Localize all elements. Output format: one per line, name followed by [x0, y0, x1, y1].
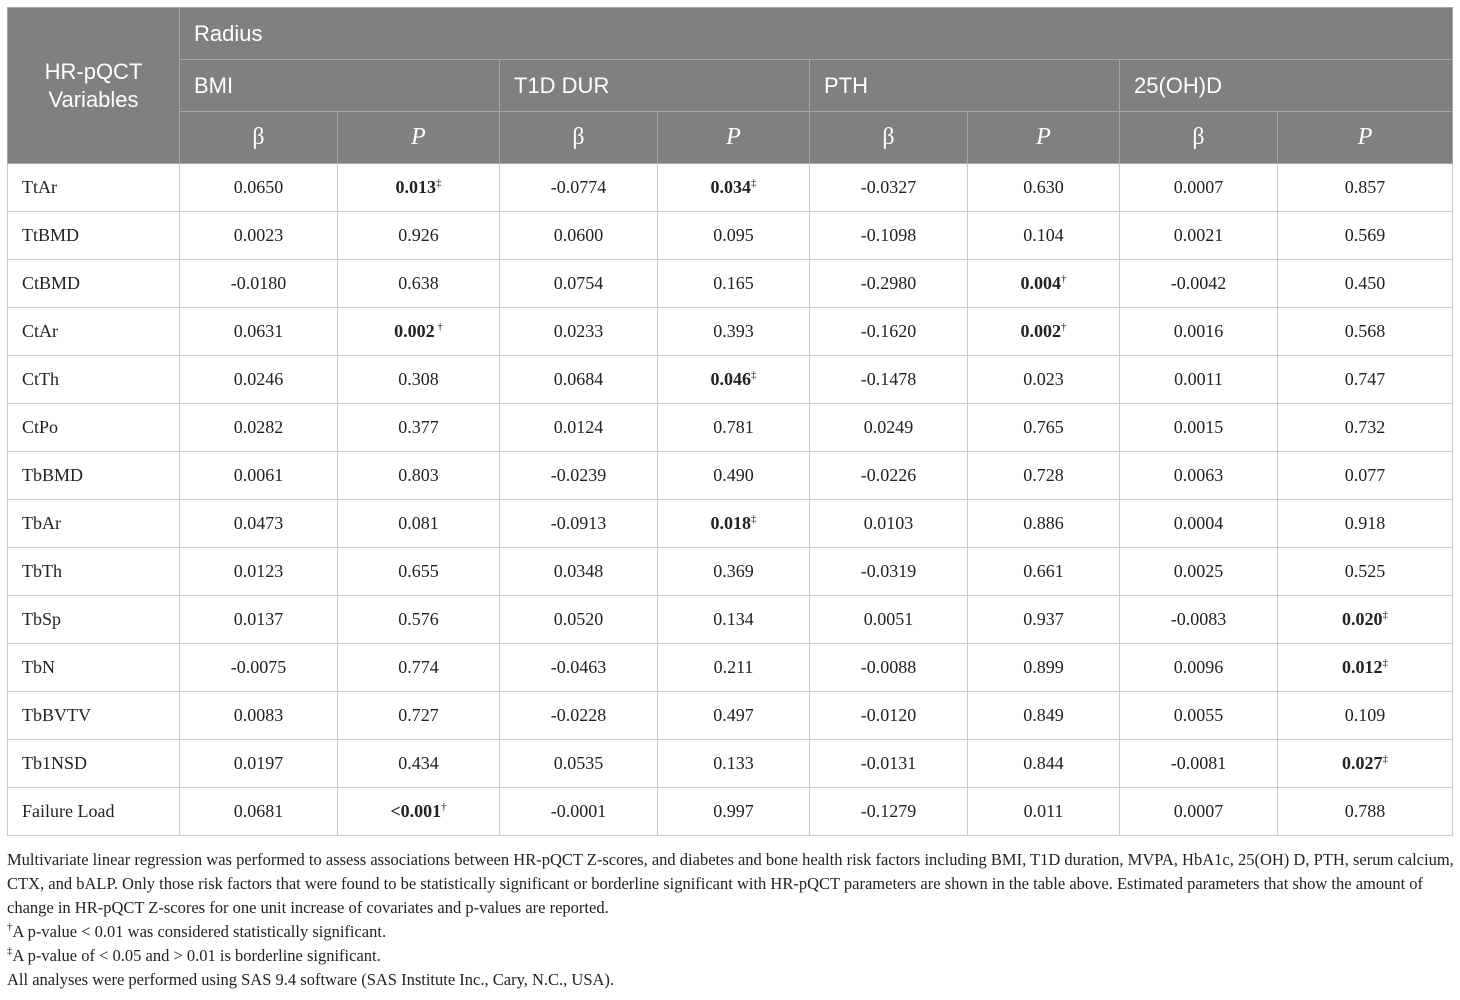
beta-cell: [810, 788, 968, 836]
cell-value: -0.0120: [860, 705, 917, 725]
cell-value: 0.747: [1344, 369, 1386, 389]
beta-cell: [500, 308, 658, 356]
p-value-cell: [968, 260, 1120, 308]
p-value-cell: [968, 404, 1120, 452]
footnote-borderline: ‡A p-value of < 0.05 and > 0.01 is borderline significant.: [7, 945, 381, 965]
beta-cell: [500, 548, 658, 596]
beta-cell: [180, 500, 338, 548]
cell-value: 0.0631: [233, 321, 284, 341]
row-label: CtAr: [8, 308, 180, 356]
p-header: P: [1278, 112, 1453, 164]
cell-value: -0.1478: [860, 369, 917, 389]
p-value-cell: [338, 500, 500, 548]
footnote-software: All analyses were performed using SAS 9.4 software (SAS Institute Inc., Cary, N.C., USA).: [7, 970, 615, 989]
p-header: P: [658, 112, 810, 164]
cell-value: 0.525: [1344, 561, 1386, 581]
table-row: [8, 404, 1453, 452]
table-row: [8, 788, 1453, 836]
cell-value: 0.490: [713, 465, 754, 485]
p-value-cell: [968, 692, 1120, 740]
cell-value: 0.857: [1344, 177, 1386, 197]
table-row: [8, 740, 1453, 788]
beta-cell: [1120, 404, 1278, 452]
cell-value: 0.0520: [553, 609, 604, 629]
beta-cell: [500, 500, 658, 548]
beta-cell: [1120, 212, 1278, 260]
p-value-cell: [338, 260, 500, 308]
cell-value: 0.765: [1023, 417, 1064, 437]
p-value-cell: [338, 356, 500, 404]
p-value-cell: [338, 740, 500, 788]
p-value-cell: [1278, 260, 1453, 308]
p-value-cell: [658, 596, 810, 644]
beta-cell: [180, 452, 338, 500]
group-header-t1d-dur: T1D DUR: [500, 60, 810, 112]
beta-cell: [500, 404, 658, 452]
beta-header: β: [500, 112, 658, 164]
cell-value: 0.0083: [233, 705, 284, 725]
p-value-cell: [968, 596, 1120, 644]
cell-value: 0.081: [398, 513, 439, 533]
cell-value: 0.077: [1344, 465, 1386, 485]
p-value-cell: [338, 644, 500, 692]
beta-cell: [180, 212, 338, 260]
p-value-cell: [968, 164, 1120, 212]
beta-cell: [1120, 356, 1278, 404]
table-row: [8, 692, 1453, 740]
cell-value: 0.0061: [233, 465, 284, 485]
cell-value: -0.0774: [550, 177, 607, 197]
cell-value: 0.0025: [1173, 561, 1224, 581]
p-value-cell: [968, 356, 1120, 404]
cell-value: 0.0684: [553, 369, 604, 389]
beta-cell: [1120, 452, 1278, 500]
cell-value: 0.011: [1023, 801, 1064, 821]
beta-cell: [500, 212, 658, 260]
p-value-cell: [1278, 356, 1453, 404]
variables-header-line1: HR-pQCT: [44, 58, 143, 84]
cell-value: 0.576: [398, 609, 439, 629]
cell-value: 0.0063: [1173, 465, 1224, 485]
beta-cell: [810, 548, 968, 596]
significant-value: 0.013: [395, 177, 436, 197]
significance-marker: ‡: [751, 513, 757, 525]
cell-value: 0.788: [1344, 801, 1386, 821]
cell-value: -0.0463: [550, 657, 607, 677]
cell-value: 0.899: [1023, 657, 1064, 677]
cell-value: 0.497: [713, 705, 754, 725]
cell-value: 0.774: [398, 657, 439, 677]
p-value-cell: [338, 308, 500, 356]
cell-value: -0.1098: [860, 225, 917, 245]
variables-header: [8, 8, 180, 164]
cell-value: 0.0021: [1173, 225, 1224, 245]
p-value-cell: [338, 692, 500, 740]
cell-value: -0.0083: [1170, 609, 1227, 629]
cell-value: -0.0327: [860, 177, 917, 197]
cell-value: 0.0103: [863, 513, 914, 533]
significant-value: 0.002: [394, 321, 435, 341]
cell-value: -0.0088: [860, 657, 917, 677]
p-value-cell: [1278, 548, 1453, 596]
beta-cell: [180, 356, 338, 404]
significant-value: 0.034: [710, 177, 751, 197]
site-header: Radius: [180, 8, 1453, 60]
cell-value: -0.0075: [230, 657, 287, 677]
cell-value: 0.728: [1023, 465, 1064, 485]
table-row: [8, 164, 1453, 212]
p-value-cell: [658, 692, 810, 740]
cell-value: -0.0001: [550, 801, 607, 821]
p-value-cell: [338, 788, 500, 836]
cell-value: 0.727: [398, 705, 439, 725]
cell-value: 0.211: [713, 657, 754, 677]
table-row: [8, 500, 1453, 548]
cell-value: 0.0681: [233, 801, 284, 821]
cell-value: 0.0007: [1173, 177, 1224, 197]
cell-value: 0.844: [1023, 753, 1064, 773]
table-row: [8, 452, 1453, 500]
row-label: TbN: [8, 644, 180, 692]
cell-value: 0.0137: [233, 609, 284, 629]
beta-cell: [1120, 596, 1278, 644]
p-value-cell: [1278, 500, 1453, 548]
footnote-significant: †A p-value < 0.01 was considered statistically significant.: [7, 921, 387, 941]
cell-value: -0.0131: [860, 753, 917, 773]
beta-cell: [810, 692, 968, 740]
table-header: [8, 8, 1453, 164]
beta-cell: [810, 260, 968, 308]
cell-value: -0.0180: [230, 273, 287, 293]
row-label: CtBMD: [8, 260, 180, 308]
p-value-cell: [1278, 452, 1453, 500]
table-row: [8, 548, 1453, 596]
cell-value: 0.0011: [1174, 369, 1223, 389]
p-value-cell: [658, 788, 810, 836]
beta-cell: [1120, 308, 1278, 356]
row-label: TbTh: [8, 548, 180, 596]
cell-value: 0.369: [713, 561, 754, 581]
p-value-cell: [658, 260, 810, 308]
regression-table: [7, 7, 1453, 836]
group-header-25ohd: 25(OH)D: [1120, 60, 1453, 112]
cell-value: 0.0015: [1173, 417, 1224, 437]
cell-value: 0.393: [713, 321, 754, 341]
p-value-cell: [338, 212, 500, 260]
p-value-cell: [968, 500, 1120, 548]
cell-value: 0.0246: [233, 369, 284, 389]
cell-value: 0.0600: [553, 225, 604, 245]
p-value-cell: [968, 548, 1120, 596]
beta-cell: [500, 644, 658, 692]
cell-value: -0.0228: [550, 705, 607, 725]
cell-value: 0.937: [1023, 609, 1064, 629]
variables-header-line2: Variables: [48, 86, 139, 112]
results-table-container: [7, 7, 1452, 836]
significant-value: 0.020: [1342, 609, 1383, 629]
significance-marker: ‡: [436, 177, 442, 189]
p-value-cell: [1278, 740, 1453, 788]
beta-cell: [180, 692, 338, 740]
p-value-cell: [658, 452, 810, 500]
p-value-cell: [1278, 212, 1453, 260]
beta-cell: [1120, 164, 1278, 212]
p-value-cell: [968, 740, 1120, 788]
table-row: [8, 260, 1453, 308]
cell-value: 0.0754: [553, 273, 604, 293]
cell-value: 0.849: [1023, 705, 1064, 725]
beta-cell: [810, 404, 968, 452]
cell-value: 0.023: [1023, 369, 1064, 389]
cell-value: 0.781: [713, 417, 754, 437]
beta-cell: [500, 260, 658, 308]
cell-value: 0.133: [713, 753, 754, 773]
row-label: TbBVTV: [8, 692, 180, 740]
beta-cell: [180, 308, 338, 356]
significance-marker: †: [1061, 273, 1067, 285]
p-value-cell: [658, 212, 810, 260]
beta-cell: [1120, 260, 1278, 308]
beta-cell: [810, 500, 968, 548]
cell-value: -0.0913: [550, 513, 607, 533]
significant-value: 0.046: [710, 369, 751, 389]
row-label: TtBMD: [8, 212, 180, 260]
cell-value: -0.0226: [860, 465, 917, 485]
p-value-cell: [338, 452, 500, 500]
cell-value: 0.630: [1023, 177, 1064, 197]
significant-value: 0.002: [1020, 321, 1061, 341]
p-value-cell: [1278, 788, 1453, 836]
beta-cell: [180, 404, 338, 452]
p-value-cell: [338, 548, 500, 596]
cell-value: 0.104: [1023, 225, 1064, 245]
cell-value: 0.109: [1344, 705, 1386, 725]
beta-cell: [500, 596, 658, 644]
p-value-cell: [1278, 164, 1453, 212]
p-value-cell: [1278, 404, 1453, 452]
cell-value: 0.165: [713, 273, 754, 293]
p-value-cell: [968, 452, 1120, 500]
beta-cell: [810, 164, 968, 212]
p-value-cell: [658, 164, 810, 212]
row-label: TtAr: [8, 164, 180, 212]
cell-value: -0.0081: [1170, 753, 1227, 773]
beta-cell: [500, 692, 658, 740]
p-value-cell: [1278, 596, 1453, 644]
cell-value: 0.0282: [233, 417, 284, 437]
significant-value: 0.012: [1342, 657, 1383, 677]
beta-cell: [810, 740, 968, 788]
p-value-cell: [968, 788, 1120, 836]
p-value-cell: [658, 356, 810, 404]
significance-marker: ‡: [751, 369, 757, 381]
p-value-cell: [658, 308, 810, 356]
table-row: [8, 644, 1453, 692]
cell-value: 0.926: [398, 225, 439, 245]
row-label: CtTh: [8, 356, 180, 404]
beta-cell: [500, 452, 658, 500]
significance-marker: ‡: [1382, 753, 1389, 765]
cell-value: 0.0233: [553, 321, 604, 341]
beta-cell: [180, 548, 338, 596]
cell-value: 0.569: [1344, 225, 1386, 245]
cell-value: 0.0055: [1173, 705, 1224, 725]
beta-header: β: [810, 112, 968, 164]
p-value-cell: [658, 404, 810, 452]
beta-cell: [180, 740, 338, 788]
beta-cell: [810, 644, 968, 692]
significance-marker: ‡: [751, 177, 757, 189]
significance-marker: ‡: [1382, 657, 1389, 669]
cell-value: 0.0007: [1173, 801, 1224, 821]
beta-cell: [810, 356, 968, 404]
p-value-cell: [968, 308, 1120, 356]
beta-cell: [810, 308, 968, 356]
cell-value: 0.0004: [1173, 513, 1224, 533]
beta-cell: [1120, 788, 1278, 836]
cell-value: 0.434: [398, 753, 439, 773]
table-footnotes: [7, 848, 1455, 992]
cell-value: -0.1279: [860, 801, 917, 821]
cell-value: 0.0016: [1173, 321, 1224, 341]
beta-cell: [180, 788, 338, 836]
cell-value: 0.0123: [233, 561, 284, 581]
beta-cell: [810, 452, 968, 500]
p-value-cell: [1278, 692, 1453, 740]
cell-value: 0.0535: [553, 753, 604, 773]
table-row: [8, 308, 1453, 356]
cell-value: 0.450: [1344, 273, 1386, 293]
significance-marker: †: [441, 801, 447, 813]
beta-cell: [810, 212, 968, 260]
cell-value: 0.732: [1344, 417, 1386, 437]
beta-cell: [1120, 740, 1278, 788]
significance-marker: †: [1061, 321, 1067, 333]
beta-cell: [500, 740, 658, 788]
cell-value: 0.308: [398, 369, 439, 389]
cell-value: 0.0348: [553, 561, 604, 581]
cell-value: 0.0473: [233, 513, 284, 533]
row-label: TbBMD: [8, 452, 180, 500]
cell-value: 0.997: [713, 801, 754, 821]
cell-value: 0.0124: [553, 417, 604, 437]
row-label: CtPo: [8, 404, 180, 452]
beta-cell: [1120, 644, 1278, 692]
beta-cell: [180, 596, 338, 644]
beta-cell: [180, 164, 338, 212]
beta-cell: [500, 164, 658, 212]
cell-value: 0.0096: [1173, 657, 1224, 677]
table-row: [8, 212, 1453, 260]
p-value-cell: [338, 596, 500, 644]
p-value-cell: [968, 644, 1120, 692]
table-row: [8, 356, 1453, 404]
p-value-cell: [658, 644, 810, 692]
p-value-cell: [658, 500, 810, 548]
table-body: [8, 164, 1453, 836]
cell-value: 0.803: [398, 465, 439, 485]
beta-cell: [1120, 692, 1278, 740]
cell-value: 0.0650: [233, 177, 284, 197]
row-label: Failure Load: [8, 788, 180, 836]
cell-value: 0.0249: [863, 417, 914, 437]
cell-value: 0.918: [1344, 513, 1386, 533]
p-value-cell: [1278, 644, 1453, 692]
beta-cell: [1120, 548, 1278, 596]
p-value-cell: [338, 164, 500, 212]
beta-cell: [810, 596, 968, 644]
significant-value: 0.004: [1020, 273, 1061, 293]
p-value-cell: [658, 548, 810, 596]
cell-value: 0.661: [1023, 561, 1064, 581]
p-header: P: [338, 112, 500, 164]
cell-value: 0.886: [1023, 513, 1064, 533]
beta-cell: [180, 260, 338, 308]
cell-value: 0.638: [398, 273, 439, 293]
beta-header: β: [1120, 112, 1278, 164]
cell-value: -0.0239: [550, 465, 607, 485]
footnote-main: Multivariate linear regression was performed to assess associations between HR-pQCT Z-scores, and diabetes and bone health risk factors including BMI, T1D duration, MVPA, HbA1c, 25(OH) D, PTH, serum calcium, CTX, and bALP. Only those risk factors that were found to be statistically significant or borderline significant with HR-pQCT parameters are shown in the table above. Estimated parameters that show the amount of change in HR-pQCT Z-scores for one unit increase of covariates and p-values are reported.: [7, 850, 1454, 917]
cell-value: 0.568: [1344, 321, 1386, 341]
beta-cell: [1120, 500, 1278, 548]
table-row: [8, 596, 1453, 644]
p-value-cell: [968, 212, 1120, 260]
beta-header: β: [180, 112, 338, 164]
beta-cell: [180, 644, 338, 692]
cell-value: 0.0197: [233, 753, 284, 773]
cell-value: 0.377: [398, 417, 439, 437]
cell-value: 0.0051: [863, 609, 914, 629]
cell-value: -0.2980: [860, 273, 917, 293]
row-label: TbAr: [8, 500, 180, 548]
p-value-cell: [658, 740, 810, 788]
group-header-pth: PTH: [810, 60, 1120, 112]
cell-value: -0.1620: [860, 321, 917, 341]
significant-value: 0.027: [1342, 753, 1383, 773]
significant-value: 0.018: [710, 513, 751, 533]
beta-cell: [500, 788, 658, 836]
p-header: P: [968, 112, 1120, 164]
cell-value: -0.0042: [1170, 273, 1227, 293]
cell-value: 0.095: [713, 225, 754, 245]
significance-marker: ‡: [1382, 609, 1389, 621]
cell-value: 0.655: [398, 561, 439, 581]
cell-value: -0.0319: [860, 561, 917, 581]
beta-cell: [500, 356, 658, 404]
cell-value: 0.0023: [233, 225, 284, 245]
p-value-cell: [338, 404, 500, 452]
cell-value: 0.134: [713, 609, 754, 629]
significant-value: <0.001: [390, 801, 442, 821]
p-value-cell: [1278, 308, 1453, 356]
row-label: TbSp: [8, 596, 180, 644]
group-header-bmi: BMI: [180, 60, 500, 112]
row-label: Tb1NSD: [8, 740, 180, 788]
significance-marker: †: [434, 321, 443, 333]
